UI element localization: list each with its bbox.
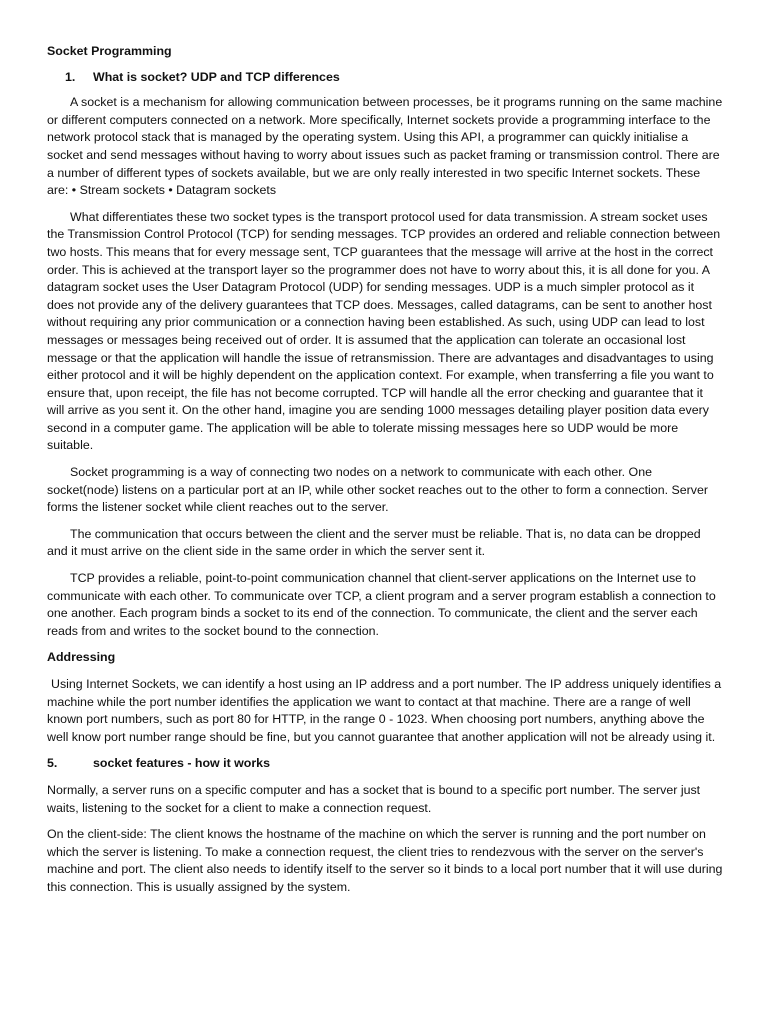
paragraph-addressing: Using Internet Sockets, we can identify a host using an IP address and a port number. The IP address uniquely identifies a machine while the port number identifies the application we want to contact at that machine. There are a range of well known port numbers, such as port 80 for HTTP, in the range 0 - 1023. When choosing port numbers, anything above the well know port number range should be fine, but you cannot guarantee that another application will not be already using it. bbox=[47, 677, 722, 744]
section-heading-1 bbox=[47, 69, 723, 87]
paragraph-server-runs: Normally, a server runs on a specific computer and has a socket that is bound to a specific port number. The server just waits, listening to the socket for a client to make a connection request. bbox=[47, 782, 701, 815]
paragraph-socket-definition: A socket is a mechanism for allowing communication between processes, be it programs running on the same machine or different computers connected on a network. More specifically, Internet sockets provide a programming interface to the network protocol stack that is managed by the operating system. Using this API, a programmer can quickly initialise a socket and send messages without having to worry about issues such as packet framing or transmission control. There are a number of different types of sockets available, but we are only really interested in two specific Internet sockets. These are: • Stream sockets • Datagram sockets bbox=[47, 95, 723, 198]
addressing-heading: Addressing bbox=[47, 650, 116, 665]
paragraph-client-side: On the client-side: The client knows the hostname of the machine on which the server is running and the port number on which the server is listening. To make a connection request, the client tries to rendezvous with the server on the server's machine and port. The client also needs to identify itself to the server so it binds to a local port number that it will use during this connection. This is usually assigned by the system. bbox=[47, 827, 723, 894]
paragraph-socket-programming: Socket programming is a way of connecting two nodes on a network to communicate with each other. One socket(node) listens on a particular port at an IP, while other socket reaches out to the other to form a connection. Server forms the listener socket while client reaches out to the server. bbox=[47, 465, 708, 515]
paragraph-reliable-communication: The communication that occurs between the client and the server must be reliable. That is, no data can be dropped and it must arrive on the client side in the same order in which the server sent it. bbox=[47, 526, 701, 559]
section-number: 1. bbox=[65, 69, 76, 84]
section-heading-text: What is socket? UDP and TCP differences bbox=[93, 69, 340, 84]
document-title: Socket Programming bbox=[47, 44, 172, 58]
section-heading-5 bbox=[47, 755, 723, 773]
document-page bbox=[47, 43, 723, 906]
paragraph-tcp-channel: TCP provides a reliable, point-to-point communication channel that client-server applications on the Internet use to communicate with each other. To communicate over TCP, a client program and a server program establish a connection to one another. Each program binds a socket to its end of the connection. To communicate, the client and the server each reads from and writes to the socket bound to the connection. bbox=[47, 571, 716, 638]
section-number: 5. bbox=[47, 756, 58, 771]
section-heading-text: socket features - how it works bbox=[93, 756, 270, 771]
paragraph-tcp-udp-differences: What differentiates these two socket types is the transport protocol used for data transmission. A stream socket uses the Transmission Control Protocol (TCP) for sending messages. TCP provides an ordered and reliable connection between two hosts. This means that for every message sent, TCP guarantees that the message will arrive at the host in the correct order. This is achieved at the transport layer so the programmer does not have to worry about this, it is all done for you. A datagram socket uses the User Datagram Protocol (UDP) for sending messages. UDP is a much simpler protocol as it does not provide any of the delivery guarantees that TCP does. Messages, called datagrams, can be sent to another host without requiring any prior communication or a connection having been established. As such, using UDP can lead to lost messages or messages being received out of order. It is assumed that the application can tolerate an occasional lost message or that the application will handle the issue of retransmission. There are advantages and disadvantages to using either protocol and it will be highly dependent on the application context. For example, when transferring a file you want to ensure that, upon receipt, the file has not become corrupted. TCP will handle all the error checking and guarantee that it will arrive as you sent it. On the other hand, imagine you are sending 1000 messages detailing player position data every second in a computer game. The application will be able to tolerate missing messages here so UDP would be more suitable. bbox=[47, 209, 721, 453]
